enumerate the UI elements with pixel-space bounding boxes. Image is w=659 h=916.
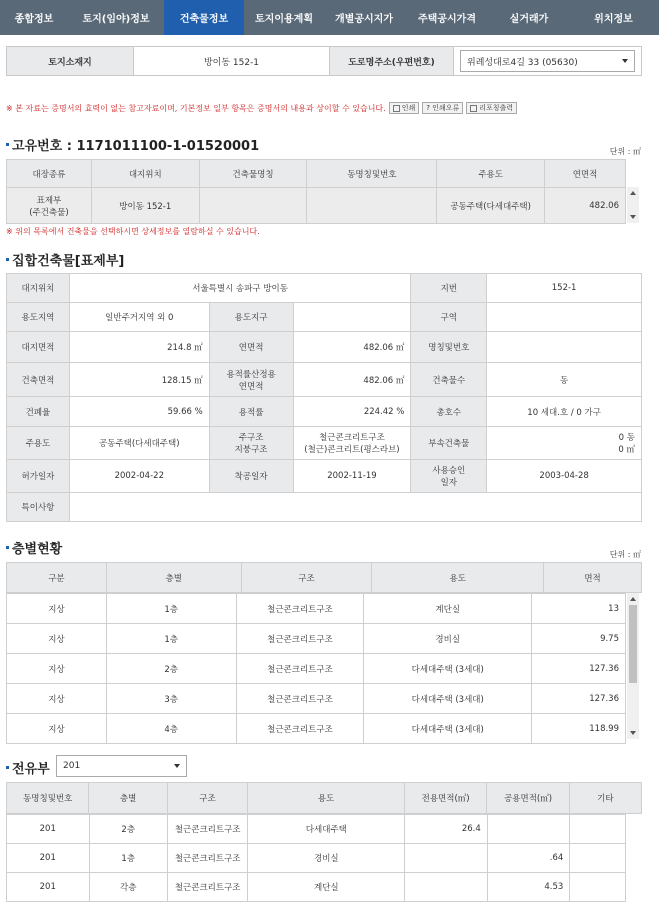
disclaimer-notice (6, 102, 517, 114)
col-area: 면적 (544, 563, 642, 593)
print-button[interactable] (389, 102, 420, 114)
cell-area: 127.36 (532, 654, 626, 684)
label-name-number: 명칭및번호 (411, 332, 487, 363)
label-remarks: 특이사항 (7, 493, 70, 522)
cell-etc (570, 844, 626, 873)
road-address-value: 위례성대로4길 33 (05630) (467, 57, 578, 68)
value-far-gross-area: 482.06 ㎡ (293, 363, 411, 397)
table-row (7, 654, 626, 684)
value-total-units: 10 세대.호 / 0 가구 (487, 397, 642, 427)
col-total-area: 연면적 (545, 160, 626, 188)
col-floor: 층별 (89, 783, 167, 814)
label-structure: 주구조 지붕구조 (209, 427, 293, 460)
table-row (7, 815, 626, 844)
cell-dong-number: 201 (7, 815, 90, 844)
value-structure: 철근콘크리트구조 (철근)콘크리트(평스라브) (293, 427, 411, 460)
scroll-thumb[interactable] (629, 605, 637, 683)
col-division: 구분 (7, 563, 107, 593)
value-floor-area-ratio: 224.42 % (293, 397, 411, 427)
table-row (7, 397, 642, 427)
label-coverage-ratio: 건폐율 (7, 397, 70, 427)
ownership-table (6, 814, 626, 902)
road-address-select-wrap (454, 47, 641, 75)
cell-etc (570, 873, 626, 902)
road-address-select[interactable] (460, 50, 635, 72)
table-row (7, 363, 642, 397)
value-coverage-ratio: 59.66 % (69, 397, 209, 427)
scroll-up-icon[interactable] (630, 597, 636, 601)
cell-division: 지상 (7, 594, 107, 624)
print-button-label: 인쇄 (401, 104, 416, 112)
label-gross-area: 연면적 (209, 332, 293, 363)
value-name-number (487, 332, 642, 363)
cell-common-area: 4.53 (487, 873, 570, 902)
top-nav (0, 0, 659, 35)
col-use: 용도 (248, 783, 405, 814)
value-use-zone: 일반주거지역 외 0 (69, 303, 209, 332)
cell-total-area: 482.06 (545, 188, 626, 224)
cell-floor: 2층 (106, 654, 236, 684)
address-row (6, 46, 642, 76)
cell-division: 지상 (7, 684, 107, 714)
cell-floor: 3층 (106, 684, 236, 714)
floors-unit: 단위 : ㎡ (609, 550, 641, 559)
col-exclusive-area: 전용면적(㎡) (404, 783, 486, 814)
report-icon (470, 105, 477, 112)
value-site-location: 서울특별시 송파구 방이동 (69, 274, 410, 303)
col-dong-number: 동명칭및번호 (7, 783, 89, 814)
table-row (7, 873, 626, 902)
cell-floor: 각층 (89, 873, 167, 902)
table-row (7, 684, 626, 714)
value-building-area: 128.15 ㎡ (69, 363, 209, 397)
cell-etc (570, 815, 626, 844)
value-main-use: 공동주택(다세대주택) (69, 427, 209, 460)
cell-area: 9.75 (532, 624, 626, 654)
ownership-title-text: 전유부 (12, 762, 50, 777)
value-remarks (69, 493, 641, 522)
print-icon (393, 105, 400, 112)
scroll-up-icon[interactable] (630, 191, 636, 195)
cell-main-use: 공동주택(다세대주택) (437, 188, 545, 224)
section-bullet-icon (6, 143, 9, 146)
disclaimer-text: ※ 본 자료는 증명서의 효력이 없는 참고자료이며, 기본정보 일부 항목은 증명서의 내용과 상이할 수 있습니다. (6, 103, 386, 113)
floors-scrollbar[interactable] (627, 593, 639, 739)
table-row (7, 303, 642, 332)
cell-structure: 철근콘크리트구조 (236, 714, 364, 744)
cell-use: 경비실 (364, 624, 532, 654)
report-print-button[interactable] (466, 102, 517, 114)
cell-exclusive-area: 26.4 (405, 815, 488, 844)
summary-title-text: 집합건축물[표제부] (12, 254, 125, 269)
cell-division: 지상 (7, 714, 107, 744)
select-building-notice: ※ 위의 목록에서 건축물을 선택하시면 상세정보를 열람하실 수 있습니다. (6, 227, 260, 236)
cell-use: 경비실 (248, 844, 405, 873)
table-row (7, 274, 642, 303)
col-etc: 기타 (569, 783, 641, 814)
label-use-district: 용도지구 (209, 303, 293, 332)
road-address-label: 도로명주소(우편번호) (330, 47, 454, 75)
cell-division: 지상 (7, 654, 107, 684)
tab-general-info[interactable]: 종합정보 (14, 14, 54, 25)
col-structure: 구조 (167, 783, 247, 814)
label-area: 구역 (411, 303, 487, 332)
unique-unit: 단위 : ㎡ (609, 147, 641, 156)
cell-structure: 철근콘크리트구조 (236, 594, 364, 624)
value-building-count: 동 (487, 363, 642, 397)
col-common-area: 공용면적(㎡) (487, 783, 569, 814)
cell-division: 지상 (7, 624, 107, 654)
building-register-list (6, 159, 626, 224)
label-site-area: 대지면적 (7, 332, 70, 363)
cell-structure: 철근콘크리트구조 (236, 684, 364, 714)
label-building-count: 건축물수 (411, 363, 487, 397)
label-main-use: 주용도 (7, 427, 70, 460)
report-print-label: 리포칭출력 (479, 104, 514, 112)
label-far-gross-area: 용적률산정용 연면적 (209, 363, 293, 397)
unit-select-value: 201 (63, 761, 81, 771)
tab-land-price[interactable]: 개별공시지가 (335, 14, 393, 25)
tab-transaction-price[interactable]: 실거래가 (509, 14, 549, 25)
cell-building-name (199, 188, 307, 224)
section-bullet-icon (6, 258, 9, 261)
chevron-down-icon (174, 764, 180, 768)
cell-common-area: .64 (487, 844, 570, 873)
cell-use: 다세대주택 (3세대) (364, 714, 532, 744)
floors-table (6, 593, 626, 744)
value-gross-area: 482.06 ㎡ (293, 332, 411, 363)
cell-exclusive-area (405, 873, 488, 902)
floors-title-text: 층별현황 (12, 542, 63, 557)
value-area (487, 303, 642, 332)
cell-use: 다세대주택 (3세대) (364, 654, 532, 684)
floors-title (6, 538, 62, 557)
value-start-date: 2002-11-19 (293, 460, 411, 493)
tab-location-info[interactable]: 위치정보 (594, 14, 633, 25)
floors-header (6, 562, 642, 593)
table-row (7, 332, 642, 363)
col-use: 용도 (372, 563, 544, 593)
value-site-area: 214.8 ㎡ (69, 332, 209, 363)
col-building-name: 건축물명칭 (199, 160, 307, 188)
cell-area: 13 (532, 594, 626, 624)
label-annex-building: 부속건축물 (411, 427, 487, 460)
lot-address-value: 방이동 152-1 (134, 47, 330, 75)
col-register-type: 대장종류 (7, 160, 92, 188)
cell-dong-number: 201 (7, 844, 90, 873)
cell-common-area (487, 815, 570, 844)
section-bullet-icon (6, 766, 9, 769)
col-dong-name: 동명칭및번호 (307, 160, 437, 188)
label-building-area: 건축면적 (7, 363, 70, 397)
value-lot-number: 152-1 (487, 274, 642, 303)
cell-use: 계단실 (248, 873, 405, 902)
register-list-scrollbar[interactable] (627, 187, 639, 223)
value-permit-date: 2002-04-22 (69, 460, 209, 493)
label-start-date: 착공일자 (209, 460, 293, 493)
table-row (7, 624, 626, 654)
cell-structure: 철근콘크리트구조 (167, 815, 247, 844)
print-error-button[interactable] (422, 102, 463, 114)
cell-floor: 2층 (89, 815, 167, 844)
unique-number-title (6, 135, 259, 154)
unit-select[interactable] (56, 755, 187, 777)
unique-number-text: 고유번호 : 1171011100-1-01520001 (12, 139, 260, 154)
summary-table (6, 273, 642, 522)
table-row (7, 714, 626, 744)
scroll-down-icon[interactable] (630, 215, 636, 219)
table-row[interactable] (7, 188, 626, 224)
section-bullet-icon (6, 546, 9, 549)
col-site-location: 대지위치 (91, 160, 199, 188)
cell-floor: 4층 (106, 714, 236, 744)
label-lot-number: 지번 (411, 274, 487, 303)
ownership-title (6, 758, 50, 777)
cell-area: 127.36 (532, 684, 626, 714)
table-row (7, 844, 626, 873)
cell-area: 118.99 (532, 714, 626, 744)
label-floor-area-ratio: 용적률 (209, 397, 293, 427)
table-row (7, 460, 642, 493)
cell-use: 계단실 (364, 594, 532, 624)
label-permit-date: 허가일자 (7, 460, 70, 493)
label-total-units: 총호수 (411, 397, 487, 427)
cell-structure: 철근콘크리트구조 (236, 654, 364, 684)
tab-housing-price[interactable]: 주택공시가격 (418, 14, 476, 25)
cell-register-type: 표제부 (주건축물) (7, 188, 92, 224)
value-annex-building: 0 동 0 ㎡ (487, 427, 642, 460)
table-row (7, 493, 642, 522)
cell-site-location: 방이동 152-1 (91, 188, 199, 224)
cell-floor: 1층 (89, 844, 167, 873)
value-use-district (293, 303, 411, 332)
cell-dong-number: 201 (7, 873, 90, 902)
chevron-down-icon (622, 59, 628, 63)
label-approval-date: 사용승인 일자 (411, 460, 487, 493)
cell-dong-name (307, 188, 437, 224)
cell-use: 다세대주택 (3세대) (364, 684, 532, 714)
cell-floor: 1층 (106, 624, 236, 654)
tab-building-info[interactable]: 건축물정보 (164, 0, 244, 35)
label-site-location: 대지위치 (7, 274, 70, 303)
cell-exclusive-area (405, 844, 488, 873)
cell-structure: 철근콘크리트구조 (167, 873, 247, 902)
value-approval-date: 2003-04-28 (487, 460, 642, 493)
cell-floor: 1층 (106, 594, 236, 624)
cell-structure: 철근콘크리트구조 (167, 844, 247, 873)
cell-structure: 철근콘크리트구조 (236, 624, 364, 654)
ownership-header (6, 782, 642, 814)
col-structure: 구조 (241, 563, 372, 593)
lot-address-label: 토지소재지 (7, 47, 134, 75)
tab-land-info[interactable]: 토지(임야)정보 (82, 14, 150, 25)
label-use-zone: 용도지역 (7, 303, 70, 332)
col-floor: 층별 (106, 563, 241, 593)
cell-use: 다세대주택 (248, 815, 405, 844)
summary-title (6, 250, 124, 269)
print-error-label: ? 인쇄오류 (426, 104, 460, 112)
tab-land-use-plan[interactable]: 토지이용계획 (255, 14, 313, 25)
col-main-use: 주용도 (437, 160, 545, 188)
table-row (7, 427, 642, 460)
scroll-down-icon[interactable] (630, 731, 636, 735)
table-row (7, 594, 626, 624)
